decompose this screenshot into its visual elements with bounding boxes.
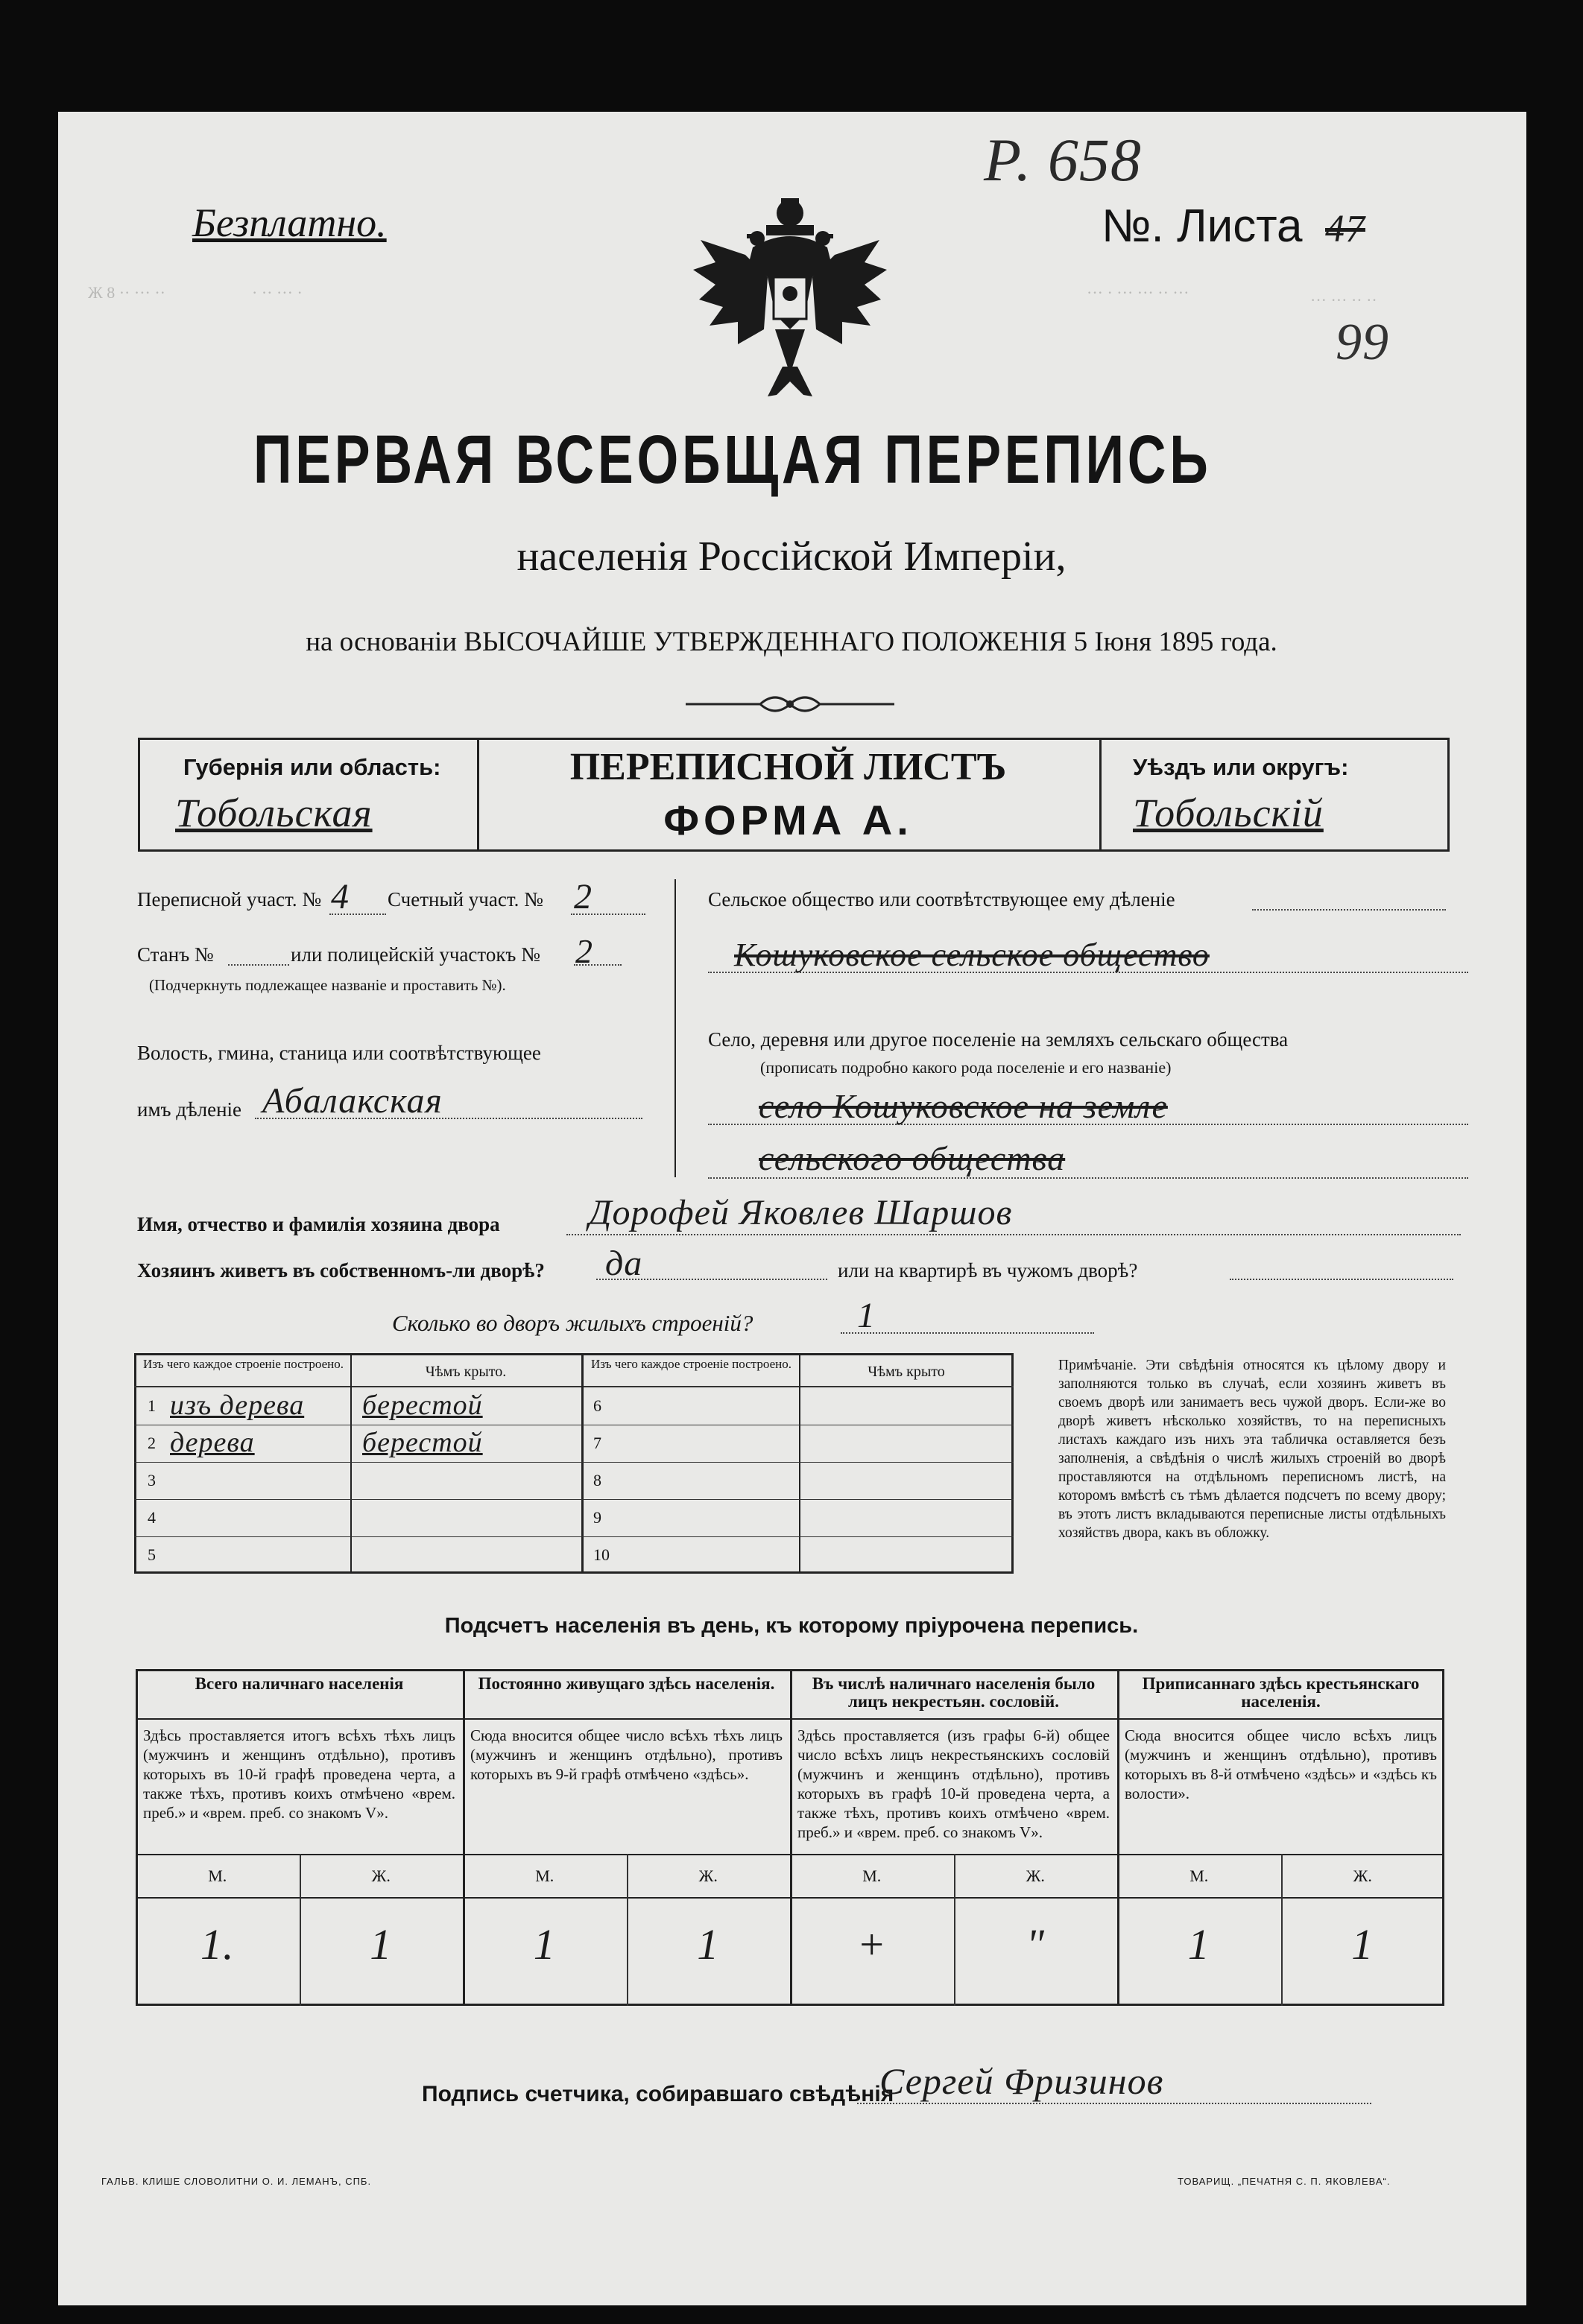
sheet-number-label: №. Листа <box>1102 200 1303 252</box>
count-description-1: Здѣсь проставляется итогъ всѣхъ тѣхъ лицъ (мужчинъ и женщинъ отдѣльно), противъ которыхъ въ 10-й графѣ проведена черта, а также тѣхъ, противъ коихъ отмѣчено «врем. преб.» и «врем. преб. со знакомъ V». <box>143 1726 455 1822</box>
rented-line <box>1230 1279 1453 1280</box>
buildings-value: 1 <box>857 1296 876 1335</box>
bleed-through: Ж 8 ·· ··· ·· · ·· ··· · ··· · ··· ··· ·· ··· ··· ··· ·· ·· <box>88 283 1377 309</box>
col-roof-header-right: Чѣмъ крыто <box>868 1364 945 1380</box>
district-value: Тобольскій <box>1133 791 1324 835</box>
stan-value-line <box>574 964 622 966</box>
stan-label: Станъ № <box>137 943 214 966</box>
buildings-row-roof: берестой <box>362 1390 483 1421</box>
count-female-value: 1 <box>697 1920 720 1969</box>
count-male-header: М. <box>535 1867 554 1885</box>
footer-left: ГАЛЬВ. КЛИШЕ СЛОВОЛИТНИ О. И. ЛЕМАНЪ, СПБ. <box>101 2176 372 2187</box>
header-box-left <box>138 738 140 849</box>
header-box-divider-2 <box>1099 738 1102 849</box>
header-box-bottom <box>138 849 1450 852</box>
village-line-2 <box>708 1177 1468 1179</box>
stan-mid-label: или полицейскій участокъ № <box>291 943 540 966</box>
sheet-number-value: 47 <box>1325 208 1365 250</box>
own-yard-label: Хозяинъ живетъ въ собственномъ-ли дворѣ? <box>137 1259 545 1282</box>
village-value-2: сельского общества <box>759 1139 1066 1177</box>
signature-label: Подпись счетчика, собиравшаго свѣдѣнія <box>422 2082 894 2106</box>
double-headed-eagle-emblem <box>693 195 887 419</box>
count-area-label: Счетный участ. № <box>388 888 543 911</box>
buildings-line <box>841 1332 1094 1334</box>
buildings-row-number-right: 10 <box>593 1545 610 1564</box>
buildings-row-number: 5 <box>148 1545 156 1564</box>
count-male-header: М. <box>208 1867 227 1885</box>
count-header-1: Всего наличнаго населенія <box>195 1674 404 1693</box>
page-basis: на основаніи ВЫСОЧАЙШЕ УТВЕРЖДЕННАГО ПОЛОЖЕНІЯ 5 Іюня 1895 года. <box>306 627 1277 657</box>
signature-line <box>857 2103 1371 2104</box>
form-title-line1: ПЕРЕПИСНОЙ ЛИСТЪ <box>569 746 1007 788</box>
stan-note: (Подчеркнуть подлежащее названіе и проставить №). <box>149 976 506 994</box>
owner-line <box>566 1234 1461 1235</box>
owner-value: Дорофей Яковлев Шаршов <box>589 1193 1013 1232</box>
count-description-2: Сюда вносится общее число всѣхъ тѣхъ лицъ (мужчинъ и женщинъ отдѣльно), противъ которыхъ въ 9-й графѣ отмѣчено «здѣсь». <box>470 1726 783 1783</box>
province-value: Тобольская <box>175 791 373 835</box>
province-label: Губернія или область: <box>183 754 441 780</box>
col-material-header-left: Изъ чего каждое строеніе построено. <box>143 1357 344 1371</box>
count-female-header: Ж. <box>371 1867 391 1885</box>
col-roof-header-left: Чѣмъ крыто. <box>425 1364 507 1380</box>
count-description-3: Здѣсь проставляется (изъ графы 6-й) общее число всѣхъ лицъ некрестьянскихъ сословій (мужчинъ и женщинъ отдѣльно), противъ которыхъ въ графѣ 10-й проведена черта, а также тѣхъ, противъ коихъ отмѣчено «врем. преб.» и «врем. преб. со знакомъ V». <box>797 1726 1110 1841</box>
buildings-col-3 <box>799 1353 800 1574</box>
society-line-1 <box>1252 909 1446 911</box>
buildings-col-1 <box>350 1353 352 1574</box>
census-area-value: 4 <box>331 877 350 916</box>
own-yard-line <box>596 1279 827 1280</box>
count-male-value: 1 <box>533 1920 556 1969</box>
count-female-header: Ж. <box>1353 1867 1372 1885</box>
ornament-divider <box>686 689 894 719</box>
free-label: Безплатно. <box>192 200 387 245</box>
buildings-label: Сколько во дворъ жилыхъ строеній? <box>392 1310 753 1336</box>
count-description-4: Сюда вносится общее число всѣхъ лицъ (мужчинъ и женщинъ отдѣльно), противъ которыхъ въ 8-й отмѣчено «здѣсь» и «здѣсь къ волости». <box>1125 1726 1437 1802</box>
count-female-value: 1 <box>370 1920 393 1969</box>
count-male-value: + <box>856 1920 887 1969</box>
buildings-table-header-rule <box>134 1386 1014 1387</box>
count-header-2: Постоянно живущаго здѣсь населенія. <box>478 1674 775 1693</box>
buildings-row-rule <box>134 1499 1014 1500</box>
buildings-row-material: изъ дерева <box>170 1390 305 1421</box>
count-male-header: М. <box>1189 1867 1209 1885</box>
buildings-row-roof: берестой <box>362 1427 483 1458</box>
count-female-value: " <box>1026 1920 1045 1969</box>
own-yard-label-2: или на квартирѣ въ чужомъ дворѣ? <box>838 1259 1138 1282</box>
stan-line <box>228 964 289 966</box>
count-title: Подсчетъ населенія въ день, къ которому пріурочена перепись. <box>444 1614 1139 1638</box>
volost-value: Абалакская <box>262 1081 443 1121</box>
own-yard-value: да <box>605 1244 643 1283</box>
count-area-line <box>571 914 645 915</box>
buildings-row-number-right: 9 <box>593 1508 601 1527</box>
district-label: Уѣздъ или округъ: <box>1133 754 1349 780</box>
village-value-1: село Кошуковское на земле <box>759 1087 1168 1125</box>
count-male-value: 1 <box>1187 1920 1210 1969</box>
society-value: Кошуковское сельское общество <box>734 937 1210 973</box>
buildings-row-number: 4 <box>148 1508 156 1527</box>
count-male-header: М. <box>862 1867 882 1885</box>
form-title-line2: ФОРМА А. <box>663 797 913 843</box>
count-header-4: Приписаннаго здѣсь крестьянскаго населенія. <box>1142 1674 1420 1711</box>
village-line-1 <box>708 1124 1468 1125</box>
count-male-value: 1. <box>200 1920 235 1969</box>
society-line-2 <box>708 972 1468 973</box>
count-header-3: Въ числѣ наличнаго населенія было лицъ некрестьян. сословій. <box>812 1674 1096 1711</box>
page-subtitle: населенія Россійской Имперіи, <box>516 533 1067 580</box>
archive-reference: Р. 658 <box>984 126 1142 194</box>
count-female-value: 1 <box>1351 1920 1374 1969</box>
buildings-row-rule <box>134 1536 1014 1537</box>
buildings-row-rule <box>134 1462 1014 1463</box>
header-box-right <box>1447 738 1450 849</box>
buildings-row-number: 1 <box>148 1396 156 1415</box>
buildings-row-number-right: 8 <box>593 1471 601 1489</box>
buildings-note: Примѣчаніе. Эти свѣдѣнія относятся къ цѣлому двору и заполняются только въ случаѣ, если хозяинъ живетъ въ своемъ дворѣ или занимаетъ весь чужой дворъ. Если-же во дворѣ живетъ нѣсколько хозяйствъ, то на переписныхъ листахъ каждаго изъ нихъ эта табличка оставляется безъ заполненія, а свѣдѣнія о числѣ жилыхъ строеній во дворѣ проставляются на отдѣльномъ переписномъ листѣ, на которомъ вмѣстѣ съ тѣмъ дѣлается подсчетъ по всему двору; въ этотъ листъ вкладываются переписные листы отдѣльныхъ хозяйствъ двора, какъ въ обложку. <box>1058 1358 1446 1541</box>
signature-value: Сергей Фризинов <box>879 2060 1164 2102</box>
count-female-header: Ж. <box>698 1867 718 1885</box>
volost-line <box>255 1118 642 1119</box>
stan-value: 2 <box>575 932 593 970</box>
buildings-col-mid <box>581 1353 584 1574</box>
volost-label-1: Волость, гмина, станица или соотвѣтствующее <box>137 1042 541 1064</box>
page-title: ПЕРВАЯ ВСЕОБЩАЯ ПЕРЕПИСЬ <box>253 422 1212 498</box>
footer-right: ТОВАРИЩ. „ПЕЧАТНЯ С. П. ЯКОВЛЕВА“. <box>1178 2176 1391 2187</box>
buildings-row-number-right: 6 <box>593 1396 601 1415</box>
buildings-row-number: 3 <box>148 1471 156 1489</box>
village-label: Село, деревня или другое поселеніе на земляхъ сельскаго общества <box>708 1028 1289 1051</box>
count-area-value: 2 <box>574 877 593 916</box>
header-box-top <box>138 738 1450 740</box>
buildings-row-number-right: 7 <box>593 1434 601 1452</box>
volost-label-2: имъ дѣленіе <box>137 1098 242 1121</box>
col-material-header-right: Изъ чего каждое строеніе построено. <box>591 1357 792 1371</box>
buildings-row-number: 2 <box>148 1434 156 1452</box>
census-area-label: Переписной участ. № <box>137 888 322 911</box>
sheet-number-value-2: 99 <box>1336 314 1389 371</box>
village-note: (прописать подробно какого рода поселеніе и его названіе) <box>760 1058 1172 1077</box>
address-divider <box>674 879 676 1177</box>
society-label: Сельское общество или соотвѣтствующее ему дѣленіе <box>708 888 1175 911</box>
census-area-line <box>329 914 386 915</box>
buildings-row-material: дерева <box>170 1427 255 1458</box>
owner-label: Имя, отчество и фамилія хозяина двора <box>137 1213 500 1235</box>
count-female-header: Ж. <box>1026 1867 1045 1885</box>
